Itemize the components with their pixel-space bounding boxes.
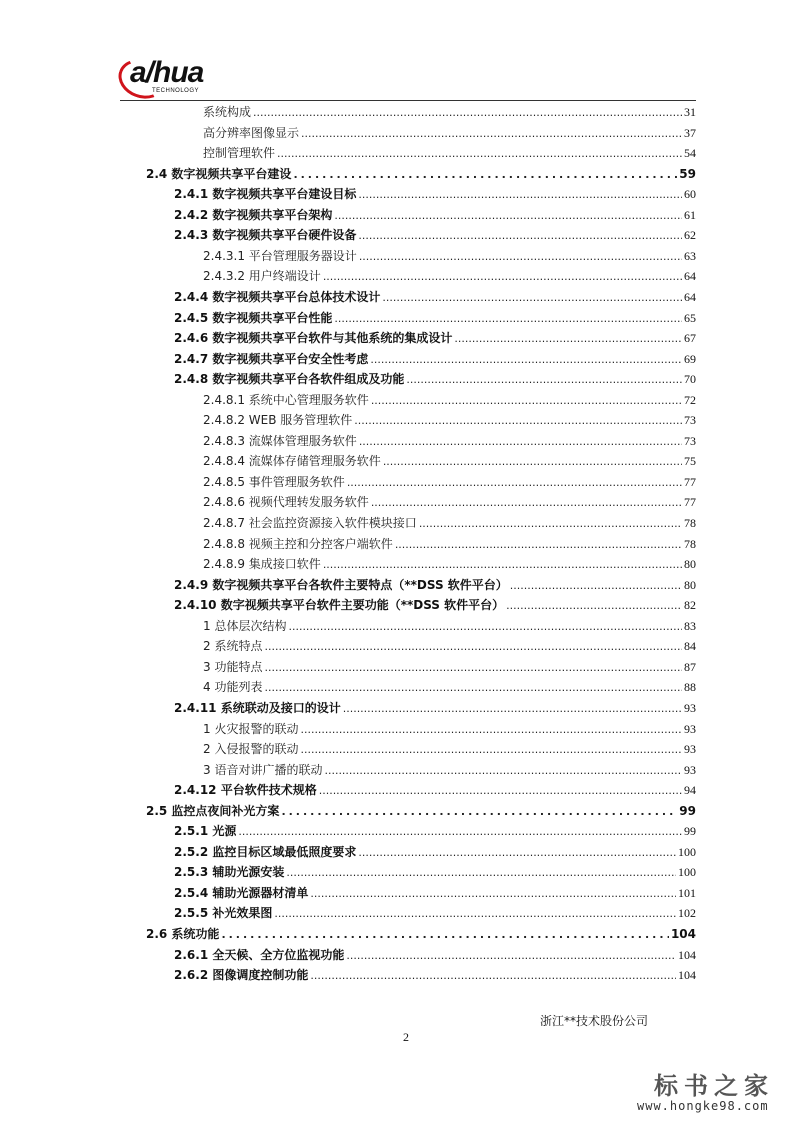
toc-entry-page: 73 — [684, 413, 696, 428]
toc-entry-title: 2.4.3 数字视频共享平台硬件设备 — [174, 228, 357, 243]
toc-leader-dots — [343, 699, 682, 719]
toc-entry-title: 2 系统特点 — [203, 639, 263, 654]
toc-entry[interactable] — [203, 760, 696, 780]
toc-entry-title: 2.4.8.5 事件管理服务软件 — [203, 474, 345, 489]
toc-entry-page: 83 — [684, 618, 696, 633]
toc-entry[interactable] — [174, 328, 696, 348]
toc-leader-dots — [370, 350, 682, 370]
toc-leader-dots — [323, 555, 682, 575]
toc-entry-title: 2.4.10 数字视频共享平台软件主要功能（**DSS 软件平台） — [174, 598, 505, 613]
toc-leader-dots — [506, 596, 682, 616]
toc-entry[interactable] — [203, 739, 696, 759]
toc-entry-page: 84 — [684, 639, 696, 654]
toc-entry[interactable] — [146, 164, 696, 184]
toc-entry[interactable] — [203, 451, 696, 471]
toc-entry-page: 62 — [684, 228, 696, 243]
toc-entry[interactable] — [203, 636, 696, 656]
toc-leader-dots — [395, 535, 682, 555]
toc-entry-title: 2.5.5 补光效果图 — [174, 906, 273, 921]
toc-entry-title: 2.4.8.7 社会监控资源接入软件模块接口 — [203, 516, 417, 530]
toc-entry-title: 2.4.8.9 集成接口软件 — [203, 557, 321, 572]
toc-leader-dots — [359, 247, 682, 267]
toc-entry-title: 2.6 系统功能 — [146, 927, 220, 941]
watermark-url: www.hongke98.com — [637, 1099, 769, 1113]
logo-subtitle: TECHNOLOGY — [152, 88, 200, 94]
toc-leader-dots — [324, 761, 682, 781]
toc-entry-title: 2.5.1 光源 — [174, 824, 237, 839]
toc-entry-page: 101 — [678, 885, 696, 900]
toc-leader-dots — [358, 185, 682, 205]
toc-leader-dots — [293, 165, 677, 185]
toc-entry-title: 2.4.5 数字视频共享平台性能 — [174, 310, 333, 325]
toc-leader-dots — [358, 226, 682, 246]
toc-entry[interactable] — [203, 431, 696, 451]
toc-entry[interactable] — [203, 554, 696, 574]
toc-leader-dots — [288, 617, 682, 637]
toc-leader-dots — [359, 432, 682, 452]
toc-leader-dots — [510, 576, 682, 596]
header-divider — [120, 100, 696, 101]
toc-entry-page: 64 — [684, 269, 696, 284]
toc-leader-dots — [301, 124, 682, 144]
toc-entry-title: 2.4.6 数字视频共享平台软件与其他系统的集成设计 — [174, 331, 453, 346]
watermark-text: 标书之家 — [654, 1072, 774, 1100]
toc-entry-title: 2.4.11 系统联动及接口的设计 — [174, 700, 341, 715]
toc-leader-dots — [419, 514, 682, 534]
toc-entry-page: 80 — [684, 557, 696, 572]
toc-leader-dots — [354, 411, 682, 431]
toc-entry-title: 1 总体层次结构 — [203, 618, 287, 633]
toc-entry[interactable] — [174, 575, 696, 595]
toc-entry-page: 99 — [684, 824, 696, 839]
toc-entry[interactable] — [203, 390, 696, 410]
toc-entry-title: 控制管理软件 — [203, 146, 276, 161]
toc-entry-title: 2.4.2 数字视频共享平台架构 — [174, 207, 333, 222]
toc-entry-title: 2.4.4 数字视频共享平台总体技术设计 — [174, 289, 381, 304]
toc-entry-title: 2.4.8.1 系统中心管理服务软件 — [203, 392, 369, 407]
toc-entry-title: 系统构成 — [203, 105, 252, 119]
toc-entry-title: 2.5.3 辅助光源安装 — [174, 865, 285, 880]
toc-entry[interactable] — [174, 883, 696, 903]
toc-entry[interactable] — [203, 472, 696, 492]
toc-entry[interactable] — [174, 698, 696, 718]
toc-entry-page: 59 — [679, 166, 696, 181]
toc-entry-title: 2.4.8.2 WEB 服务管理软件 — [203, 413, 353, 428]
toc-entry-page: 99 — [679, 803, 696, 818]
toc-leader-dots — [281, 802, 677, 822]
toc-entry-page: 64 — [684, 289, 696, 304]
toc-entry-page: 78 — [684, 516, 696, 530]
toc-entry[interactable] — [174, 821, 696, 841]
toc-entry-page: 61 — [684, 207, 696, 222]
toc-leader-dots — [371, 493, 682, 513]
toc-entry-title: 2.4.8.6 视频代理转发服务软件 — [203, 495, 369, 510]
toc-entry[interactable] — [146, 924, 696, 944]
toc-entry[interactable] — [174, 780, 696, 800]
toc-entry-page: 93 — [684, 700, 696, 715]
toc-entry-title: 3 功能特点 — [203, 659, 263, 674]
toc-entry[interactable] — [174, 903, 696, 923]
toc-entry-title: 2.4.8.4 流媒体存储管理服务软件 — [203, 454, 381, 469]
toc-entry[interactable] — [203, 677, 696, 697]
toc-entry[interactable] — [174, 945, 696, 965]
toc-entry[interactable] — [174, 862, 696, 882]
toc-entry-page: 70 — [684, 372, 696, 387]
toc-leader-dots — [264, 637, 682, 657]
toc-entry-title: 2.4.9 数字视频共享平台各软件主要特点（**DSS 软件平台） — [174, 577, 508, 592]
toc-entry[interactable] — [174, 965, 696, 985]
toc-entry-page: 93 — [684, 742, 696, 757]
toc-entry[interactable] — [174, 349, 696, 369]
toc-entry[interactable] — [203, 246, 696, 266]
toc-entry-page: 65 — [684, 310, 696, 325]
toc-entry-title: 2.4 数字视频共享平台建设 — [146, 166, 292, 181]
toc-entry[interactable] — [203, 719, 696, 739]
toc-entry-page: 104 — [678, 947, 696, 962]
toc-entry-page: 72 — [684, 392, 696, 407]
toc-leader-dots — [346, 946, 676, 966]
toc-leader-dots — [286, 863, 676, 883]
toc-entry-page: 73 — [684, 433, 696, 448]
toc-leader-dots — [371, 391, 682, 411]
toc-entry-page: 102 — [678, 906, 696, 921]
toc-entry[interactable] — [146, 801, 696, 821]
toc-entry-page: 67 — [684, 331, 696, 346]
toc-entry-title: 2.5.2 监控目标区域最低照度要求 — [174, 844, 357, 859]
toc-entry-page: 77 — [684, 474, 696, 489]
toc-entry-title: 2.4.3.2 用户终端设计 — [203, 269, 321, 284]
toc-entry[interactable] — [203, 102, 696, 122]
toc-leader-dots — [347, 473, 682, 493]
toc-entry[interactable] — [174, 287, 696, 307]
toc-entry-title: 2.4.1 数字视频共享平台建设目标 — [174, 187, 357, 202]
toc-entry[interactable] — [174, 205, 696, 225]
toc-entry-title: 1 火灾报警的联动 — [203, 721, 299, 736]
toc-leader-dots — [300, 720, 682, 740]
toc-leader-dots — [406, 370, 682, 390]
toc-entry-title: 2.4.7 数字视频共享平台安全性考虑 — [174, 351, 369, 366]
toc-entry-page: 63 — [684, 248, 696, 263]
toc-leader-dots — [358, 843, 676, 863]
toc-entry-page: 31 — [684, 105, 696, 119]
toc-entry-page: 80 — [684, 577, 696, 592]
toc-entry[interactable] — [174, 308, 696, 328]
toc-entry-title: 2.5 监控点夜间补光方案 — [146, 803, 280, 818]
toc-entry[interactable] — [174, 369, 696, 389]
logo-text: a/hua — [130, 56, 204, 89]
page-number: 2 — [403, 1030, 409, 1044]
toc-leader-dots — [274, 904, 676, 924]
toc-entry-title: 2.6.1 全天候、全方位监视功能 — [174, 947, 345, 962]
toc-leader-dots — [238, 822, 682, 842]
toc-entry[interactable] — [203, 657, 696, 677]
toc-entry-title: 2.5.4 辅助光源器材清单 — [174, 885, 309, 900]
toc-entry[interactable] — [203, 534, 696, 554]
toc-entry-title: 3 语音对讲广播的联动 — [203, 762, 323, 777]
toc-leader-dots — [300, 740, 682, 760]
toc-leader-dots — [454, 329, 682, 349]
toc-leader-dots — [310, 884, 676, 904]
toc-entry-title: 4 功能列表 — [203, 680, 263, 695]
toc-entry-page: 94 — [684, 783, 696, 798]
toc-entry-page: 78 — [684, 536, 696, 551]
toc-entry[interactable] — [174, 595, 696, 615]
footer-company: 浙江**技术股份公司 — [540, 1014, 649, 1028]
toc-entry[interactable] — [174, 184, 696, 204]
toc-entry-title: 2 入侵报警的联动 — [203, 742, 299, 757]
toc-entry-page: 93 — [684, 721, 696, 736]
toc-leader-dots — [253, 103, 682, 123]
toc-entry-page: 69 — [684, 351, 696, 366]
toc-entry-page: 104 — [678, 968, 696, 983]
toc-leader-dots — [264, 678, 682, 698]
toc-entry-title: 2.4.3.1 平台管理服务器设计 — [203, 248, 357, 263]
toc-entry[interactable] — [203, 513, 696, 533]
toc-entry[interactable] — [203, 616, 696, 636]
toc-entry-page: 100 — [678, 865, 696, 880]
toc-leader-dots — [277, 144, 682, 164]
toc-leader-dots — [264, 658, 682, 678]
toc-entry-page: 87 — [684, 659, 696, 674]
toc-entry-page: 82 — [684, 598, 696, 613]
toc-leader-dots — [319, 781, 682, 801]
toc-entry[interactable] — [174, 225, 696, 245]
toc-entry-page: 88 — [684, 680, 696, 695]
toc-leader-dots — [383, 452, 682, 472]
toc-entry-page: 75 — [684, 454, 696, 469]
toc-entry-title: 2.6.2 图像调度控制功能 — [174, 968, 309, 983]
toc-entry-page: 54 — [684, 146, 696, 161]
toc-entry[interactable] — [203, 492, 696, 512]
toc-leader-dots — [221, 925, 669, 945]
toc-entry-page: 100 — [678, 844, 696, 859]
toc-entry[interactable] — [203, 143, 696, 163]
toc-entry-page: 37 — [684, 125, 696, 140]
toc-entry-page: 60 — [684, 187, 696, 202]
toc-leader-dots — [323, 267, 682, 287]
toc-entry-page: 104 — [670, 927, 696, 941]
toc-entry[interactable] — [203, 123, 696, 143]
toc-leader-dots — [334, 309, 682, 329]
toc-entry-title: 2.4.8.3 流媒体管理服务软件 — [203, 433, 357, 448]
toc-entry-title: 2.4.8 数字视频共享平台各软件组成及功能 — [174, 372, 405, 387]
toc-entry-page: 93 — [684, 762, 696, 777]
toc-entry[interactable] — [203, 266, 696, 286]
toc-entry-title: 2.4.12 平台软件技术规格 — [174, 783, 317, 798]
toc-leader-dots — [310, 966, 676, 986]
toc-entry-title: 2.4.8.8 视频主控和分控客户端软件 — [203, 536, 393, 551]
toc-entry-page: 77 — [684, 495, 696, 510]
toc-entry-title: 高分辨率图像显示 — [203, 125, 300, 140]
toc-entry[interactable] — [174, 842, 696, 862]
toc-entry[interactable] — [203, 410, 696, 430]
toc-leader-dots — [334, 206, 682, 226]
toc-leader-dots — [382, 288, 682, 308]
